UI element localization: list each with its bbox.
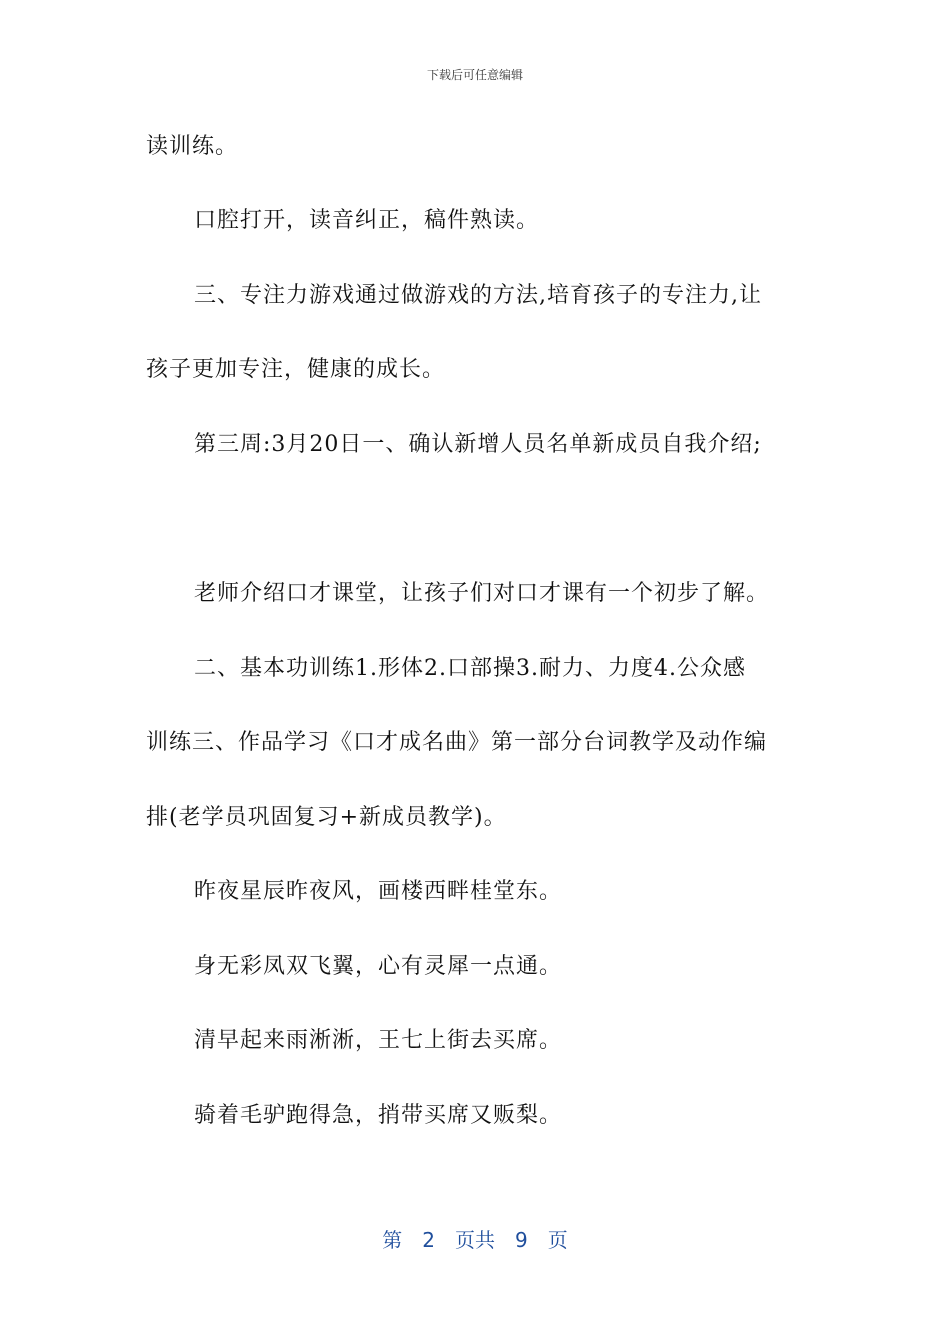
text-line-8: 训练三、作品学习《口才成名曲》第一部分台词教学及动作编 [146,730,768,755]
text-line-11: 身无彩凤双飞翼，心有灵犀一点通。 [194,954,563,979]
text-line-1: 读训练。 [146,134,239,159]
page-footer [0,1224,950,1253]
page-mid: 页共 [455,1228,495,1252]
page-number: 2 [422,1228,435,1252]
text-line-7: 二、基本功训练1.形体2.口部操3.耐力、力度4.公众感 [194,656,746,681]
page-prefix: 第 [382,1228,403,1252]
text-line-6: 老师介绍口才课堂，让孩子们对口才课有一个初步了解。 [194,581,770,606]
text-line-13: 骑着毛驴跑得急，捎带买席又贩梨。 [194,1103,563,1128]
text-line-12: 清早起来雨淅淅，王七上街去买席。 [194,1028,563,1053]
text-line-2: 口腔打开，读音纠正，稿件熟读。 [194,208,540,233]
text-line-5: 第三周:3月20日一、确认新增人员名单新成员自我介绍; [194,432,762,457]
page-total: 9 [515,1228,528,1252]
text-line-3: 三、专注力游戏通过做游戏的方法,培育孩子的专注力,让 [194,283,762,308]
text-line-4: 孩子更加专注，健康的成长。 [146,357,446,382]
page-header: 下载后可任意编辑 [426,68,523,82]
text-line-10: 昨夜星辰昨夜风，画楼西畔桂堂东。 [194,879,563,904]
page-suffix: 页 [547,1228,568,1252]
text-line-9: 排(老学员巩固复习+新成员教学)。 [146,805,507,830]
